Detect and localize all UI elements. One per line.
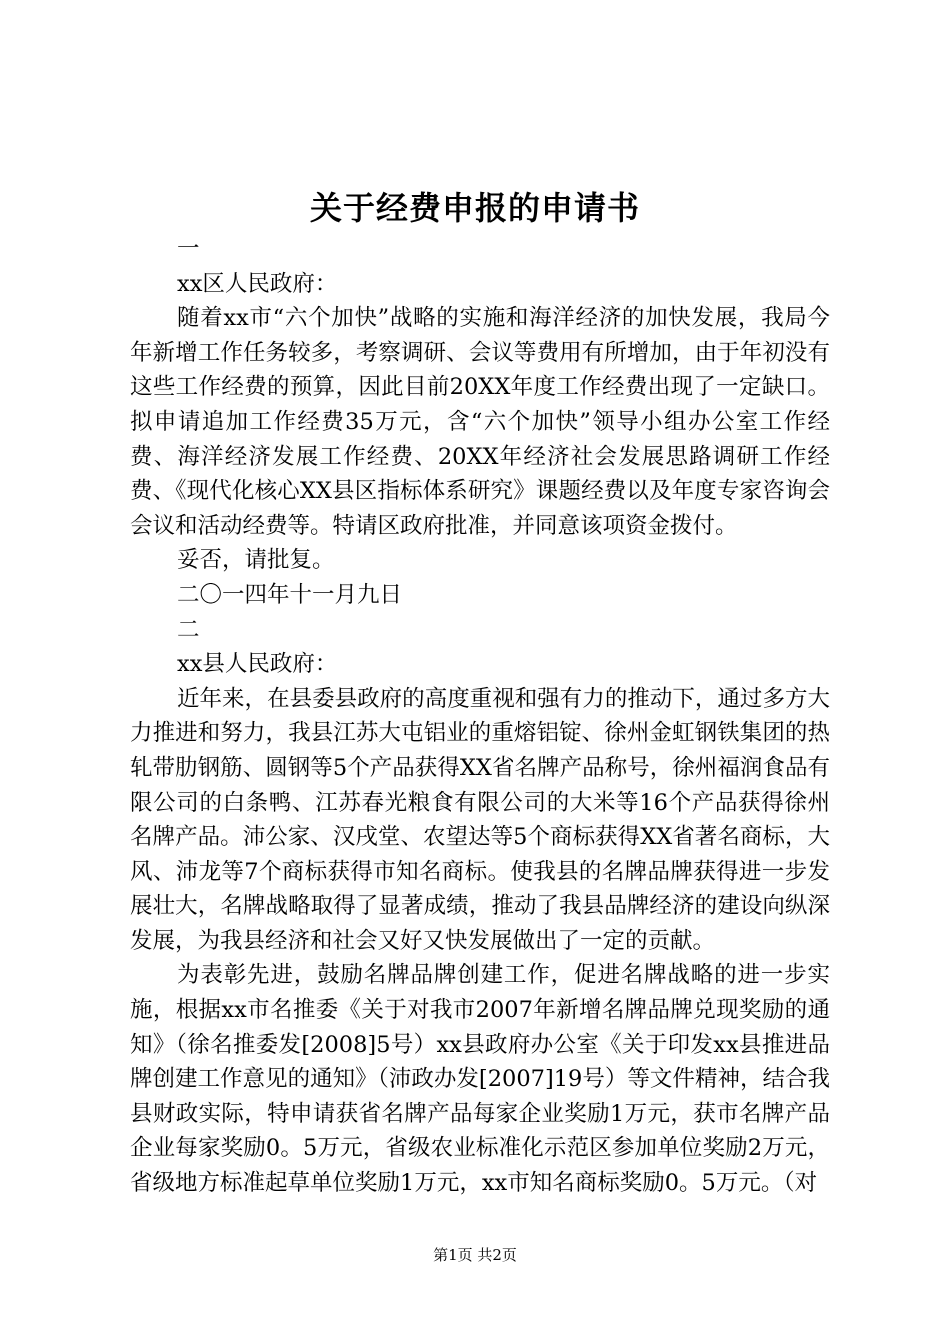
addressee-1: xx区人民政府：: [177, 270, 338, 297]
paragraph-2-1: 近年来，在县委县政府的高度重视和强有力的推动下，通过多方大力推进和努力，我县江苏大屯铝业的重熔铝锭、徐州金虹钢铁集团的热轧带肋钢筋、圆钢等5个产品获得XX省名牌产品称号，徐州福润食品有限公司的白条鸭、江苏春光粮食有限公司的大米等16个产品获得徐州名牌产品。沛公家、汉戌堂、农望达等5个商标获得XX省著名商标，大风、沛龙等7个商标获得市知名商标。使我县的名牌品牌获得进一步发展壮大，名牌战略取得了显著成绩，推动了我县品牌经济的建设向纵深发展，为我县经济和社会又好又快发展做出了一定的贡献。: [130, 685, 830, 954]
date-1: 二〇一四年十一月九日: [177, 581, 403, 608]
closing-1: 妥否，请批复。: [177, 547, 335, 574]
addressee-2: xx县人民政府：: [177, 651, 338, 678]
paragraph-2-2: 为表彰先进，鼓励名牌品牌创建工作，促进名牌战略的进一步实施，根据xx市名推委《关于对我市2007年新增名牌品牌兑现奖励的通知》（徐名推委发[2008]5号）xx县政府办公室《关于印发xx县推进品牌创建工作意见的通知》（沛政办发[2007]19号）等文件精神，结合我县财政实际，特申请获省名牌产品每家企业奖励1万元，获市名牌产品企业每家奖励0。5万元，省级农业标准化示范区参加单位奖励2万元，省级地方标准起草单位奖励1万元，xx市知名商标奖励0。5万元。（对: [130, 962, 830, 1197]
page-footer: 第1页 共2页: [433, 1246, 517, 1264]
document-title: 关于经费申报的申请书: [309, 189, 640, 227]
document-body: [130, 232, 830, 1201]
section-number-2: 二: [177, 616, 200, 643]
section-number-1: 一: [177, 236, 200, 262]
paragraph-1-1: 随着xx市“六个加快”战略的实施和海洋经济的加快发展，我局今年新增工作任务较多，考察调研、会议等费用有所增加，由于年初没有这些工作经费的预算，因此目前20XX年度工作经费出现了一定缺口。拟申请追加工作经费35万元，含“六个加快”领导小组办公室工作经费、海洋经济发展工作经费、20XX年经济社会发展思路调研工作经费、《现代化核心XX县区指标体系研究》课题经费以及年度专家咨询会会议和活动经费等。特请区政府批准，并同意该项资金拨付。: [130, 305, 830, 539]
